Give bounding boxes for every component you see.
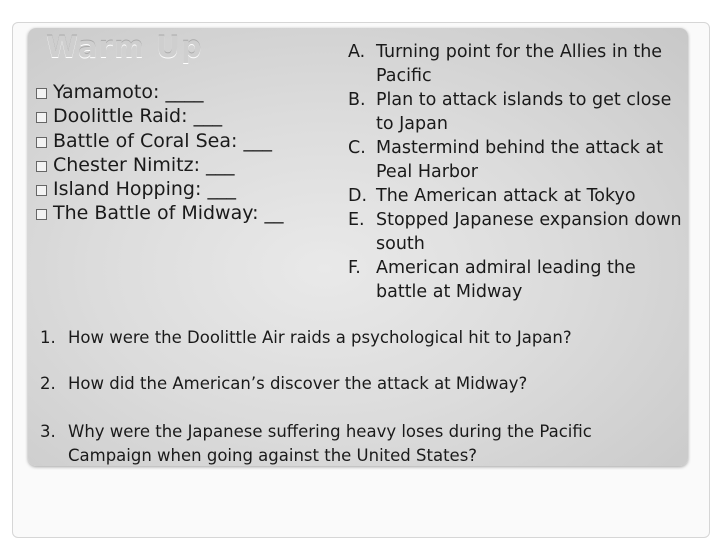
term-blank: ___ (243, 129, 272, 152)
definition-text: American admiral leading the battle at Midway (376, 258, 636, 302)
slide-title: Warm Up (46, 30, 203, 64)
definition-text: Mastermind behind the attack at Peal Harbor (376, 138, 664, 182)
term-label: Doolittle Raid: (53, 105, 188, 128)
definition-letter: C. (348, 138, 366, 158)
term-item (36, 129, 284, 153)
checkbox-bullet-icon (36, 161, 47, 172)
term-item (36, 104, 284, 128)
terms-list (36, 80, 284, 226)
term-label: Yamamoto: (53, 81, 160, 103)
term-blank: __ (264, 202, 284, 225)
definition-letter: A. (348, 42, 366, 62)
question-text: Why were the Japanese suffering heavy loses during the Pacific Campaign when going against the United States? (68, 422, 592, 465)
question-item (40, 326, 680, 350)
definition-item (348, 256, 684, 304)
definition-item (348, 208, 684, 256)
checkbox-bullet-icon (36, 88, 47, 99)
question-item (40, 372, 680, 396)
term-label: Chester Nimitz: (53, 153, 200, 176)
definition-letter: D. (348, 186, 368, 206)
definition-letter: B. (348, 90, 366, 110)
checkbox-bullet-icon (36, 185, 47, 196)
definition-item (348, 88, 684, 136)
question-item (40, 420, 680, 468)
term-label: Battle of Coral Sea: (53, 129, 238, 152)
question-text: How were the Doolittle Air raids a psychological hit to Japan? (68, 328, 572, 347)
question-number: 2. (40, 374, 56, 393)
term-item (36, 153, 284, 177)
term-item (36, 80, 284, 104)
definition-text: Turning point for the Allies in the Pacific (376, 42, 663, 86)
definitions-list (348, 40, 684, 304)
questions-list (40, 326, 680, 468)
term-blank: ____ (165, 81, 204, 103)
term-item (36, 201, 284, 225)
checkbox-bullet-icon (36, 137, 47, 148)
definition-text: Stopped Japanese expansion down south (376, 210, 682, 254)
definition-item (348, 40, 684, 88)
definition-item (348, 184, 684, 208)
question-text: How did the American’s discover the attack at Midway? (68, 374, 528, 393)
term-blank: ___ (207, 178, 236, 201)
term-item (36, 177, 284, 201)
question-number: 1. (40, 328, 56, 347)
term-blank: ___ (206, 153, 235, 176)
term-blank: ___ (193, 105, 223, 128)
checkbox-bullet-icon (36, 112, 47, 123)
definition-text: The American attack at Tokyo (376, 186, 636, 206)
checkbox-bullet-icon (36, 209, 47, 220)
term-label: The Battle of Midway: (53, 202, 259, 225)
question-number: 3. (40, 422, 56, 441)
definition-item (348, 136, 684, 184)
definition-letter: F. (348, 258, 361, 278)
term-label: Island Hopping: (53, 178, 202, 201)
definition-letter: E. (348, 210, 365, 230)
definition-text: Plan to attack islands to get close to Japan (376, 90, 672, 134)
